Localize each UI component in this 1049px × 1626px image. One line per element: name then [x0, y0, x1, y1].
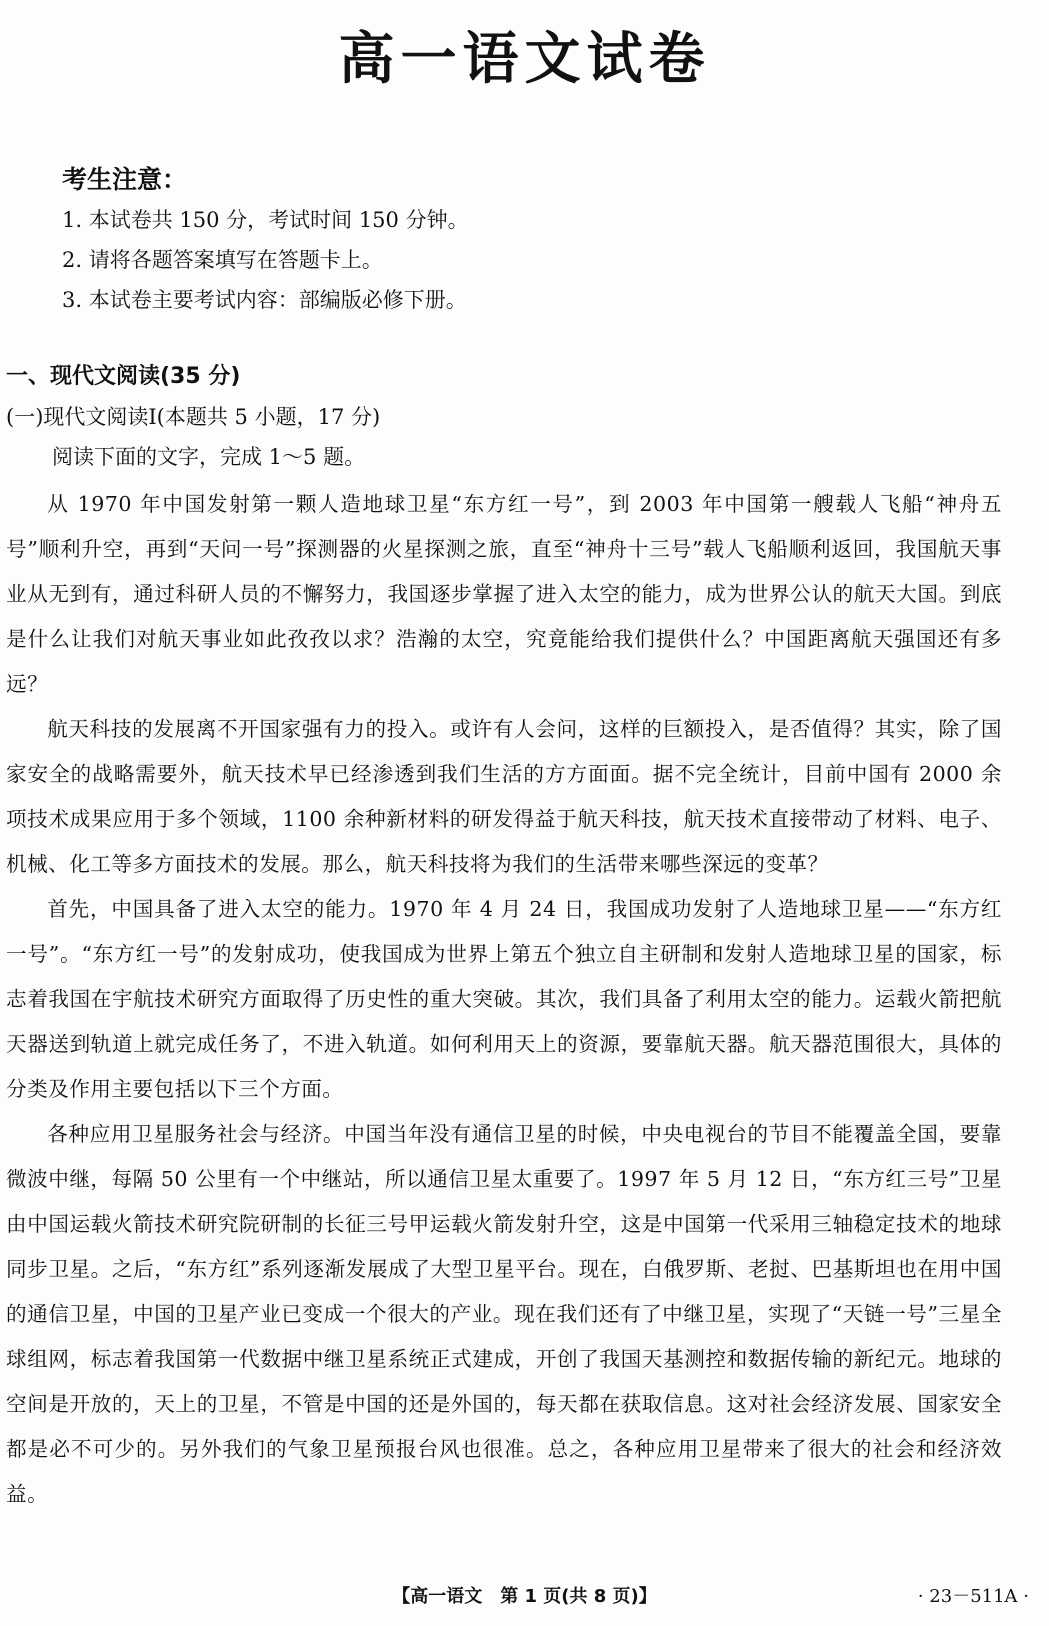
footer-page-info: 【高一语文 第 1 页(共 8 页)】: [392, 1586, 657, 1607]
exam-title: 高一语文试卷: [338, 27, 711, 92]
footer-exam-code: · 23－511A ·: [917, 1586, 1029, 1607]
reading-passage: [6, 482, 1002, 1517]
notice-item: 3. 本试卷主要考试内容：部编版必修下册。: [62, 288, 467, 312]
notice-item: 2. 请将各题答案填写在答题卡上。: [62, 248, 383, 272]
subsection-heading: (一)现代文阅读Ⅰ(本题共 5 小题，17 分): [6, 405, 381, 429]
notice-heading: 考生注意：: [62, 165, 188, 194]
section-heading: 一、现代文阅读(35 分): [6, 364, 241, 389]
reading-instruction: 阅读下面的文字，完成 1～5 题。: [52, 445, 366, 469]
passage-paragraph: 从 1970 年中国发射第一颗人造地球卫星“东方红一号”，到 2003 年中国第一艘载人飞船“神舟五号”顺利升空，再到“天问一号”探测器的火星探测之旅，直至“神舟十三号”载人飞船顺利返回，我国航天事业从无到有，通过科研人员的不懈努力，我国逐步掌握了进入太空的能力，成为世界公认的航天大国。到底是什么让我们对航天事业如此孜孜以求？浩瀚的太空，究竟能给我们提供什么？中国距离航天强国还有多远？: [6, 492, 1002, 696]
passage-paragraph: 航天科技的发展离不开国家强有力的投入。或许有人会问，这样的巨额投入，是否值得？其实，除了国家安全的战略需要外，航天技术早已经渗透到我们生活的方方面面。据不完全统计，目前中国有 2000 余项技术成果应用于多个领域，1100 余种新材料的研发得益于航天科技，航天技术直接带动了材料、电子、机械、化工等多方面技术的发展。那么，航天科技将为我们的生活带来哪些深远的变革？: [6, 717, 1002, 876]
notice-list: [62, 200, 1002, 320]
passage-paragraph: 首先，中国具备了进入太空的能力。1970 年 4 月 24 日，我国成功发射了人造地球卫星——“东方红一号”。“东方红一号”的发射成功，使我国成为世界上第五个独立自主研制和发射人造地球卫星的国家，标志着我国在宇航技术研究方面取得了历史性的重大突破。其次，我们具备了利用太空的能力。运载火箭把航天器送到轨道上就完成任务了，不进入轨道。如何利用天上的资源，要靠航天器。航天器范围很大，具体的分类及作用主要包括以下三个方面。: [6, 897, 1002, 1101]
passage-paragraph: 各种应用卫星服务社会与经济。中国当年没有通信卫星的时候，中央电视台的节目不能覆盖全国，要靠微波中继，每隔 50 公里有一个中继站，所以通信卫星太重要了。1997 年 5 月 12 日，“东方红三号”卫星由中国运载火箭技术研究院研制的长征三号甲运载火箭发射升空，这是中国第一代采用三轴稳定技术的地球同步卫星。之后，“东方红”系列逐渐发展成了大型卫星平台。现在，白俄罗斯、老挝、巴基斯坦也在用中国的通信卫星，中国的卫星产业已变成一个很大的产业。现在我们还有了中继卫星，实现了“天链一号”三星全球组网，标志着我国第一代数据中继卫星系统正式建成，开创了我国天基测控和数据传输的新纪元。地球的空间是开放的，天上的卫星，不管是中国的还是外国的，每天都在获取信息。这对社会经济发展、国家安全都是必不可少的。另外我们的气象卫星预报台风也很准。总之，各种应用卫星带来了很大的社会和经济效益。: [6, 1122, 1002, 1506]
notice-item: 1. 本试卷共 150 分，考试时间 150 分钟。: [62, 208, 469, 232]
